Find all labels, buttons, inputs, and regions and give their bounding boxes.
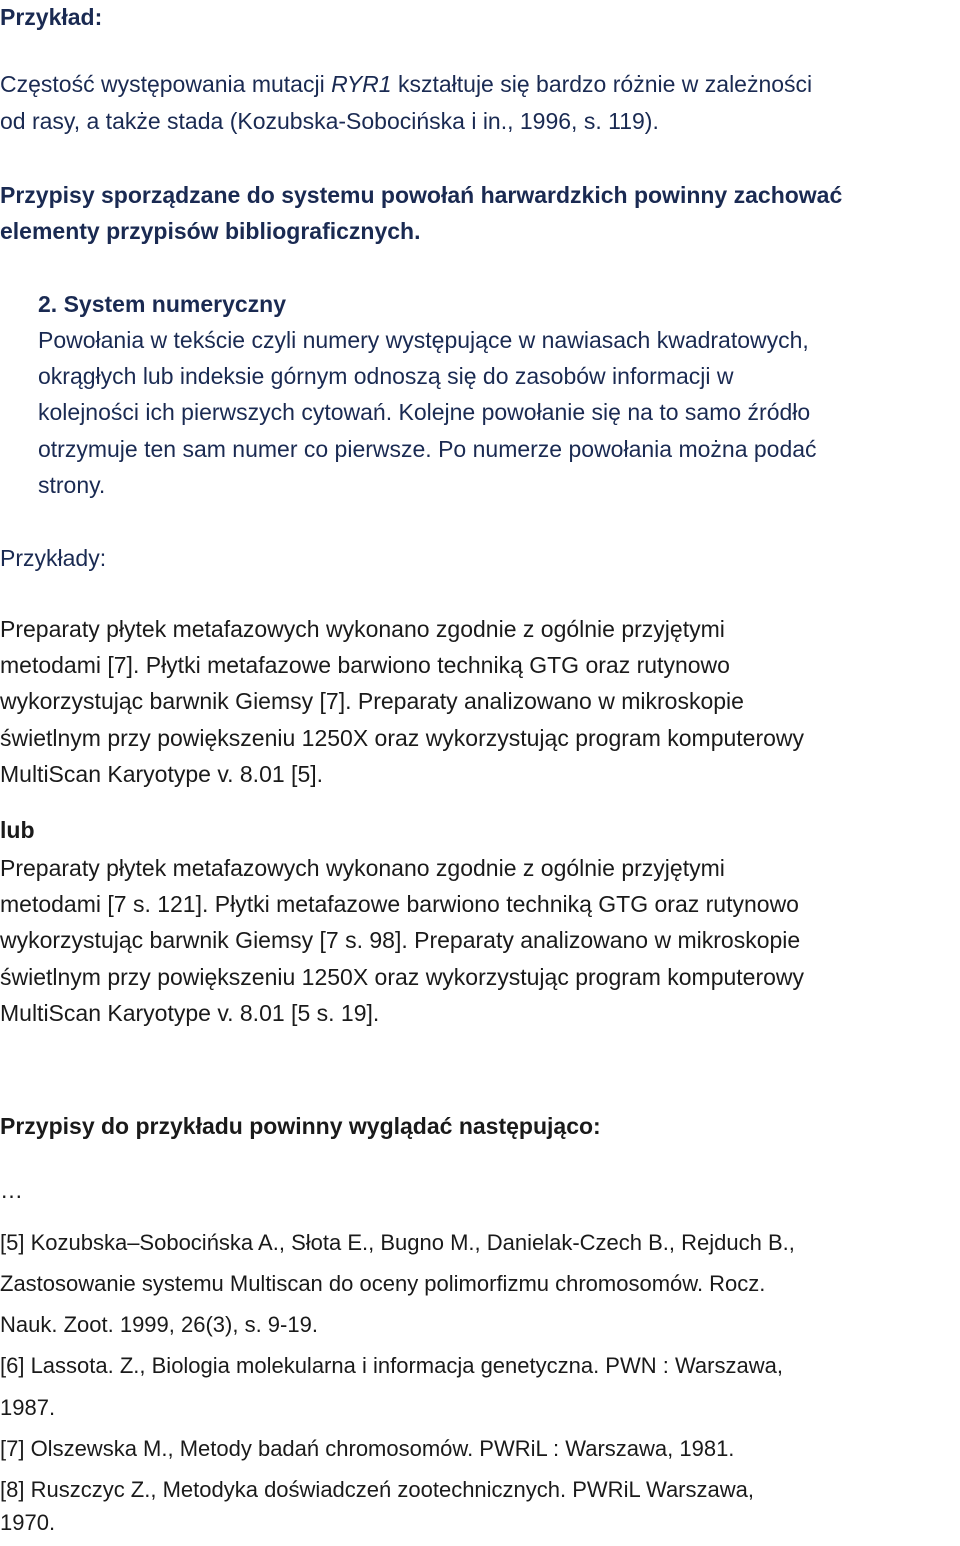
harvard-note-line-2: elementy przypisów bibliograficznych. xyxy=(0,218,421,244)
reference-8-line-1: [8] Ruszczyc Z., Metodyka doświadczeń zootechnicznych. PWRiL Warszawa, xyxy=(0,1477,754,1502)
example-1-line-4: świetlnym przy powiększeniu 1250X oraz wykorzystując program komputerowy xyxy=(0,725,805,751)
reference-5-line-2: Zastosowanie systemu Multiscan do oceny polimorfizmu chromosomów. Rocz. xyxy=(0,1271,766,1296)
harvard-example-line-2: od rasy, a także stada (Kozubska-Sobocińska i in., 1996, s. 119). xyxy=(0,108,659,134)
reference-6-line-2: 1987. xyxy=(0,1395,56,1420)
reference-5-line-1: [5] Kozubska–Sobocińska A., Słota E., Bugno M., Danielak-Czech B., Rejduch B., xyxy=(0,1230,795,1255)
example-1-line-2: metodami [7]. Płytki metafazowe barwiono techniką GTG oraz rutynowo xyxy=(0,652,730,678)
reference-5-line-3: Nauk. Zoot. 1999, 26(3), s. 9-19. xyxy=(0,1312,318,1337)
examples-heading: Przykłady: xyxy=(0,545,107,571)
example-2-line-2: metodami [7 s. 121]. Płytki metafazowe barwiono techniką GTG oraz rutynowo xyxy=(0,891,799,917)
section-2-line-2: okrągłych lub indeksie górnym odnoszą się do zasobów informacji w xyxy=(38,363,734,389)
section-2-line-1: Powołania w tekście czyli numery występujące w nawiasach kwadratowych, xyxy=(38,327,809,353)
ellipsis: … xyxy=(0,1177,23,1203)
harvard-example-text-pre: Częstość występowania mutacji xyxy=(0,71,332,97)
or-label: lub xyxy=(0,817,35,843)
section-2-line-5: strony. xyxy=(38,472,106,498)
section-2-heading: 2. System numeryczny xyxy=(38,291,287,317)
reference-6-line-1: [6] Lassota. Z., Biologia molekularna i informacja genetyczna. PWN : Warszawa, xyxy=(0,1353,783,1378)
example-2-line-3: wykorzystując barwnik Giemsy [7 s. 98]. Preparaty analizowano w mikroskopie xyxy=(0,927,801,953)
reference-8-line-2: 1970. xyxy=(0,1510,56,1535)
section-2-line-4: otrzymuje ten sam numer co pierwsze. Po numerze powołania można podać xyxy=(38,436,817,462)
example-1-line-3: wykorzystując barwnik Giemsy [7]. Preparaty analizowano w mikroskopie xyxy=(0,688,744,714)
example-2-line-5: MultiScan Karyotype v. 8.01 [5 s. 19]. xyxy=(0,1000,380,1026)
reference-7: [7] Olszewska M., Metody badań chromosomów. PWRiL : Warszawa, 1981. xyxy=(0,1436,735,1461)
example-2-line-1: Preparaty płytek metafazowych wykonano zgodnie z ogólnie przyjętymi xyxy=(0,855,725,881)
harvard-example-line-1 xyxy=(0,69,812,99)
harvard-note-line-1: Przypisy sporządzane do systemu powołań harwardzkich powinny zachować xyxy=(0,182,843,208)
section-2-line-3: kolejności ich pierwszych cytowań. Kolejne powołanie się na to samo źródło xyxy=(38,399,811,425)
example-heading: Przykład: xyxy=(0,4,103,30)
example-1-line-5: MultiScan Karyotype v. 8.01 [5]. xyxy=(0,761,324,787)
example-1-line-1: Preparaty płytek metafazowych wykonano zgodnie z ogólnie przyjętymi xyxy=(0,616,725,642)
harvard-example-text-post: kształtuje się bardzo różnie w zależności xyxy=(391,71,813,97)
footnotes-heading: Przypisy do przykładu powinny wyglądać następująco: xyxy=(0,1113,601,1139)
gene-name-italic: RYR1 xyxy=(331,71,392,97)
example-2-line-4: świetlnym przy powiększeniu 1250X oraz wykorzystując program komputerowy xyxy=(0,964,805,990)
